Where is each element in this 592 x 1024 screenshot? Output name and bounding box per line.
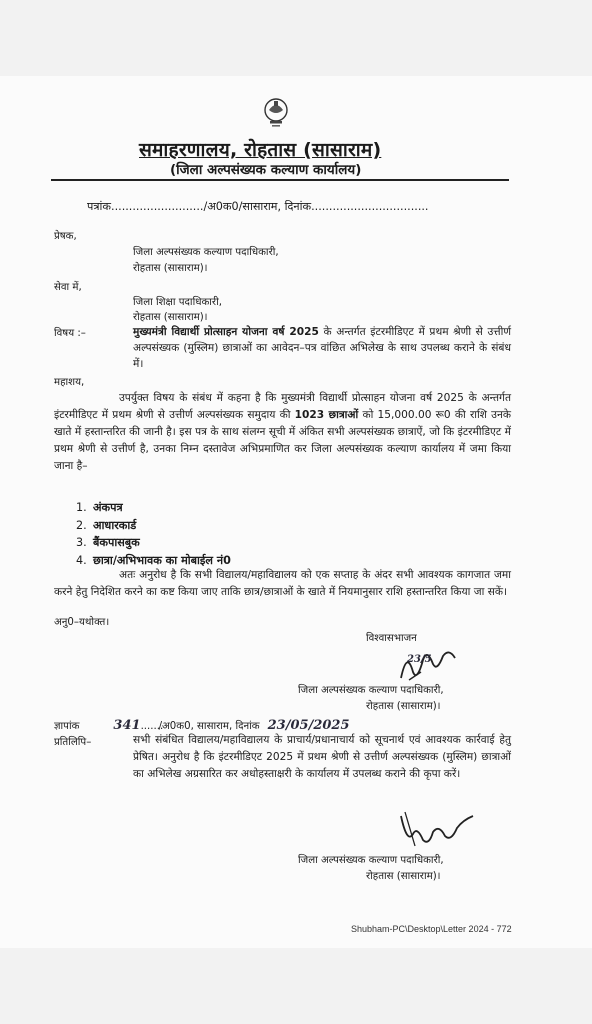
signatory-location: रोहतास (सासाराम)। (366, 701, 441, 712)
recipient-designation: जिला शिक्षा पदाधिकारी, (133, 297, 222, 308)
sender-designation: जिला अल्पसंख्यक कल्याण पदाधिकारी, (133, 247, 279, 258)
memo-line: ज्ञापांक 341......./अ0क0, सासाराम, दिनांक 23/05/2025 (54, 718, 350, 733)
signature-mark: 23/5 (395, 642, 465, 684)
body-bold-count: 1023 छात्राओं (294, 409, 359, 421)
office-subtitle: (जिला अल्पसंख्यक कल्याण कार्यालय) (170, 162, 362, 178)
body-part-2: को 15,000.00 रू0 की राशि उनके खाते में हस्तान्तरित की जानी है। इस पत्र के साथ संलग्न सूची में अंकित सभी अल्पसंख्यक छात्राऐं, जो कि इंटरमीडिएट में प्रथम श्रेणी से उत्तीर्ण है, उनका निम्न दस्तावेज अभिप्रमाणित कर जिला अल्पसंख्यक कल्याण कार्यालय में जमा किया जाना है– (54, 409, 511, 472)
subject-text (133, 324, 511, 372)
copy-label: प्रतिलिपि– (54, 737, 92, 748)
reference-line: पत्रांक........................../अ0क0/सासाराम, दिनांक................................. (87, 200, 429, 213)
letter-page (0, 76, 592, 948)
signatory2-designation: जिला अल्पसंख्यक कल्याण पदाधिकारी, (298, 855, 444, 866)
list-item: 4. छात्रा/अभिभावक का मोबाईल नं0 (76, 554, 231, 567)
signatory2-location: रोहतास (सासाराम)। (366, 871, 441, 882)
request-paragraph: अतः अनुरोध है कि सभी विद्यालय/महाविद्यालय को एक सप्ताह के अंदर सभी आवश्यक कागजात जमा करने हेतु निदेशित करने का कष्ट किया जाए ताकि छात्र/छात्राओं के खाते में नियमानुसार राशि हस्तान्तरित किया जा सकें। (54, 569, 511, 598)
closing-phrase: विश्वासभाजन (366, 633, 417, 644)
subject-label: विषय :– (54, 328, 86, 339)
office-title: समाहरणालय, रोहतास (सासाराम) (139, 139, 382, 161)
list-item: 3. बैंकपासबुक (76, 536, 140, 549)
sender-label: प्रेषक, (54, 231, 77, 242)
signatory-designation: जिला अल्पसंख्यक कल्याण पदाधिकारी, (298, 685, 444, 696)
salutation: महाशय, (54, 377, 85, 388)
header-rule (51, 179, 509, 181)
memo-label: ज्ञापांक (54, 721, 80, 732)
seal-of-bihar-emblem (262, 97, 290, 129)
memo-number: 341 (113, 718, 141, 733)
body-paragraph (54, 390, 511, 475)
copy-text: सभी संबंधित विद्यालय/महाविद्यालय के प्राचार्य/प्रधानाचार्य को सूचनार्थ एवं आवश्यक कार्रवाई हेतु प्रेषित। अनुरोध है कि इंटरमीडिएट 2025 में प्रथम श्रेणी से उत्तीर्ण अल्पसंख्यक (मुस्लिम) छात्राओं का अभिलेख अग्रसारित कर अधोहस्ताक्षरी के कार्यालय में उपलब्ध कराने की कृपा करें। (133, 734, 511, 780)
list-item: 2. आधारकार्ड (76, 519, 137, 532)
list-item: 1. अंकपत्र (76, 501, 123, 514)
sender-location: रोहतास (सासाराम)। (133, 263, 208, 274)
signature-mark (393, 806, 483, 852)
memo-date: 23/05/2025 (267, 718, 350, 733)
enclosure-note: अनु0–यथोक्त। (54, 617, 110, 628)
memo-middle: /अ0क0, सासाराम, दिनांक (158, 721, 260, 732)
subject-lead: मुख्यमंत्री विद्यार्थी प्रोत्साहन योजना वर्ष 2025 (133, 326, 319, 338)
recipient-label: सेवा में, (54, 282, 82, 293)
body-part-1: उपर्युक्त विषय के संबंध में कहना है कि मुख्यमंत्री विद्यार्थी प्रोत्साहन योजना वर्ष 2025 के अन्तर्गत इंटरमीडिएट में प्रथम श्रेणी से उत्तीर्ण अल्पसंख्यक समुदाय की (54, 392, 511, 421)
recipient-location: रोहतास (सासाराम)। (133, 312, 208, 323)
footer-file-path: Shubham-PC\Desktop\Letter 2024 - 772 (351, 924, 512, 934)
subject-rest: के अन्तर्गत इंटरमीडिएट में प्रथम श्रेणी से उत्तीर्ण अल्पसंख्यक (मुस्लिम) छात्राओं का आवेदन–पत्र वांछित अभिलेख के साथ उपलब्ध कराने के संबंध में। (133, 326, 511, 370)
